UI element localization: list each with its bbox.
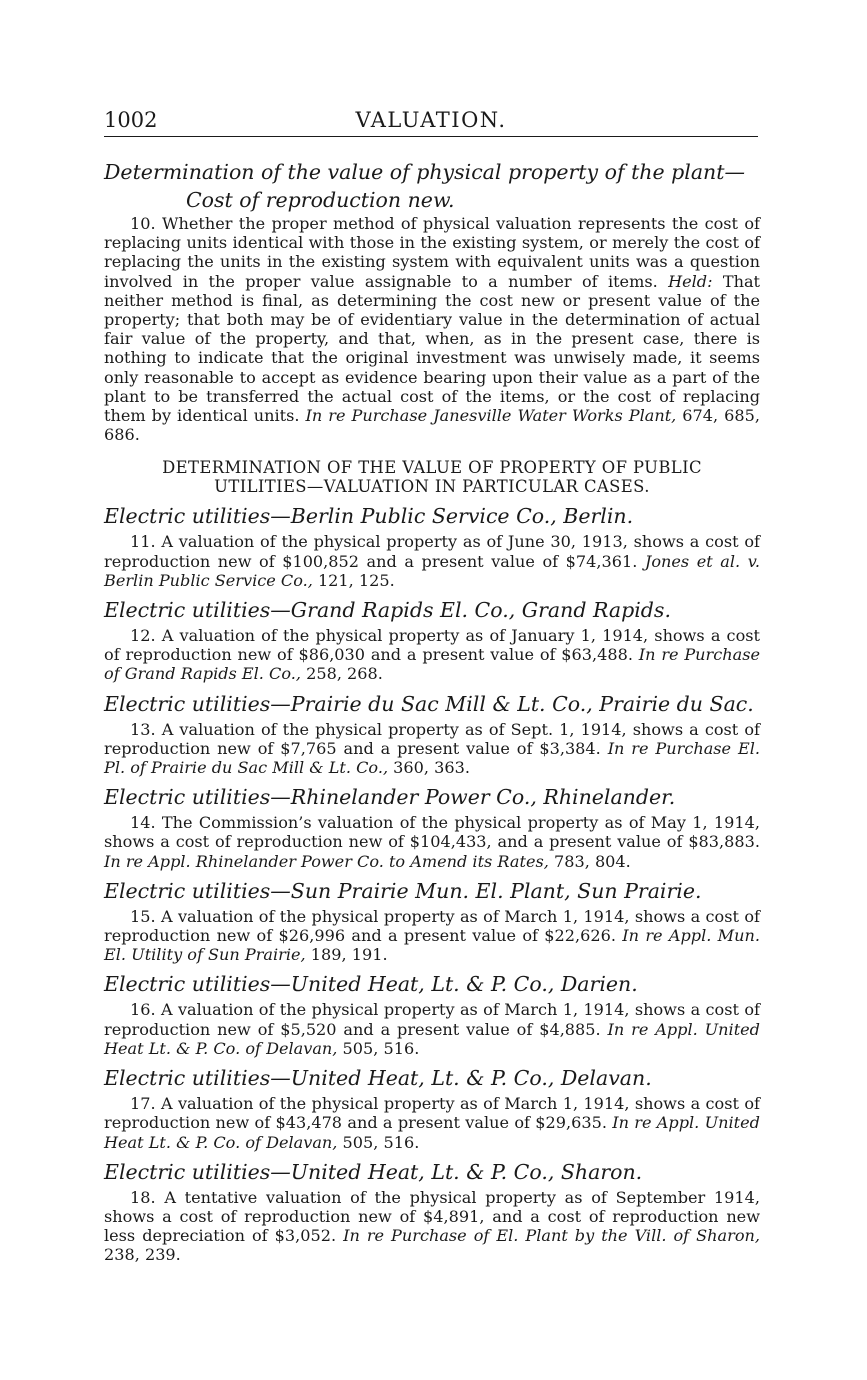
entry-number: 13. bbox=[130, 719, 156, 739]
case-citation: Jones et al. v. Berlin Public Service Co., bbox=[104, 551, 760, 590]
intro-heading-line1: Determination of the value of physical property of the plant— bbox=[104, 160, 745, 184]
citation-pages: 121, 125. bbox=[312, 570, 395, 590]
citation-pages: 505, 516. bbox=[337, 1038, 420, 1058]
entry-paragraph bbox=[104, 1000, 760, 1058]
entry-heading: Electric utilities—United Heat, Lt. & P. Co., Sharon. bbox=[104, 1159, 643, 1184]
entry-number: 17. bbox=[130, 1094, 156, 1114]
entry-paragraph bbox=[104, 532, 760, 590]
entry-16 bbox=[104, 970, 760, 1058]
entry-heading: Electric utilities—Grand Rapids El. Co., Grand Rapids. bbox=[104, 598, 671, 623]
citation-pages: 189, 191. bbox=[305, 945, 388, 965]
entry-heading: Electric utilities—Prairie du Sac Mill & Lt. Co., Prairie du Sac. bbox=[104, 691, 754, 716]
entry-paragraph bbox=[104, 1094, 760, 1152]
intro-paragraph bbox=[104, 214, 760, 444]
entry-paragraph bbox=[104, 1188, 760, 1265]
intro-entry bbox=[104, 158, 760, 444]
entry-list bbox=[104, 502, 760, 1264]
entry-paragraph bbox=[104, 720, 760, 778]
running-head: VALUATION. bbox=[355, 108, 507, 132]
page-body bbox=[104, 158, 760, 1265]
held-label: Held: bbox=[668, 271, 713, 291]
citation-pages: 674, 685, 686. bbox=[104, 406, 760, 445]
case-citation: In re Appl. Rhinelander Power Co. to Amend its Rates, bbox=[104, 851, 549, 871]
entry-heading: Electric utilities—Berlin Public Service Co., Berlin. bbox=[104, 504, 634, 529]
paragraph-text: Whether the proper method of physical valuation represents the cost of replacing units identical with those in the existing system, or merely the cost of replacing the units in the existing system with equivalent units was a question involved in the proper value assignable to a number of items. bbox=[104, 214, 760, 291]
paragraph-text: A valuation of the physical property as of March 1, 1914, shows a cost of reproduction new of $5,520 and a present value of $4,885. bbox=[104, 1000, 760, 1039]
case-citation: In re Appl. United Heat Lt. & P. Co. of Delavan, bbox=[104, 1019, 760, 1058]
entry-heading: Electric utilities—United Heat, Lt. & P. Co., Darien. bbox=[104, 972, 638, 997]
paragraph-text: A valuation of the physical property as of January 1, 1914, shows a cost of reproduction new of $86,030 and a present value of $63,488. bbox=[104, 626, 760, 665]
paragraph-text: A tentative valuation of the physical property as of September 1914, shows a cost of reproduction new of $4,891, and a cost of reproduction new less depreciation of $3,052. bbox=[104, 1187, 760, 1246]
entry-number: 18. bbox=[130, 1187, 156, 1207]
paragraph-text: A valuation of the physical property as of June 30, 1913, shows a cost of reproduction new of $100,852 and a present value of $74,361. bbox=[104, 532, 760, 571]
entry-number: 14. bbox=[130, 813, 156, 833]
citation-pages: 360, 363. bbox=[388, 758, 470, 778]
entry-18 bbox=[104, 1158, 760, 1265]
paragraph-text: A valuation of the physical property as of March 1, 1914, shows a cost of reproduction new of $43,478 and a present value of $29,635. bbox=[104, 1094, 760, 1133]
citation-pages: 258, 268. bbox=[300, 664, 383, 684]
page-header bbox=[104, 108, 758, 137]
citation-pages: 783, 804. bbox=[548, 851, 631, 871]
section-title-line1: DETERMINATION OF THE VALUE OF PROPERTY OF PUBLIC bbox=[162, 458, 702, 478]
paragraph-text-continued: That neither method is final, as determining the cost new or present value of the property; that both may be of evidentiary value in the determination of actual fair value of the property, and that, when, as in the present case, there is nothing to indicate that the original investment was unwisely made, it seems only reasonable to accept as evidence bearing upon their value as a part of the plant to be transferred the actual cost of the items, or the cost of replacing them by identical units. bbox=[104, 271, 761, 426]
entry-heading: Electric utilities—United Heat, Lt. & P. Co., Delavan. bbox=[104, 1066, 652, 1091]
entry-heading: Electric utilities—Sun Prairie Mun. El. Plant, Sun Prairie. bbox=[104, 878, 702, 903]
case-citation: In re Appl. Mun. El. Utility of Sun Prairie, bbox=[104, 926, 760, 965]
entry-11 bbox=[104, 502, 760, 590]
entry-15 bbox=[104, 877, 760, 965]
entry-13 bbox=[104, 690, 760, 778]
citation-pages: 238, 239. bbox=[104, 1245, 181, 1265]
paragraph-text: The Commission’s valuation of the physical property as of May 1, 1914, shows a cost of reproduction new of $104,433, and a present value of $83,883. bbox=[104, 813, 760, 852]
entry-14 bbox=[104, 783, 760, 871]
entry-number: 11. bbox=[130, 532, 156, 552]
entry-number: 10. bbox=[130, 214, 156, 233]
entry-number: 12. bbox=[130, 626, 156, 646]
entry-12 bbox=[104, 596, 760, 684]
entry-number: 16. bbox=[130, 1000, 156, 1020]
case-citation: In re Purchase Janesville Water Works Plant, bbox=[305, 406, 677, 426]
case-citation: In re Purchase of El. Plant by the Vill. of Sharon, bbox=[343, 1226, 760, 1246]
section-title bbox=[104, 458, 760, 496]
intro-heading bbox=[104, 158, 760, 214]
case-citation: In re Purchase El. Pl. of Prairie du Sac Mill & Lt. Co., bbox=[104, 738, 760, 778]
page-number: 1002 bbox=[104, 108, 158, 132]
intro-heading-line2: Cost of reproduction new. bbox=[186, 188, 455, 212]
case-citation: In re Purchase of Grand Rapids El. Co., bbox=[104, 645, 760, 684]
section-title-line2: UTILITIES—VALUATION IN PARTICULAR CASES. bbox=[214, 477, 650, 497]
entry-17 bbox=[104, 1064, 760, 1152]
entry-heading: Electric utilities—Rhinelander Power Co., Rhinelander. bbox=[104, 785, 676, 810]
case-citation: In re Appl. United Heat Lt. & P. Co. of Delavan, bbox=[104, 1113, 760, 1152]
paragraph-text: A valuation of the physical property as of March 1, 1914, shows a cost of reproduction new of $26,996 and a present value of $22,626. bbox=[104, 906, 760, 946]
entry-number: 15. bbox=[130, 906, 156, 926]
entry-paragraph bbox=[104, 907, 760, 965]
paragraph-text: A valuation of the physical property as of Sept. 1, 1914, shows a cost of reproduction new of $7,765 and a present value of $3,384. bbox=[104, 719, 760, 758]
citation-pages: 505, 516. bbox=[337, 1132, 420, 1152]
entry-paragraph bbox=[104, 626, 760, 684]
entry-paragraph bbox=[104, 813, 760, 871]
